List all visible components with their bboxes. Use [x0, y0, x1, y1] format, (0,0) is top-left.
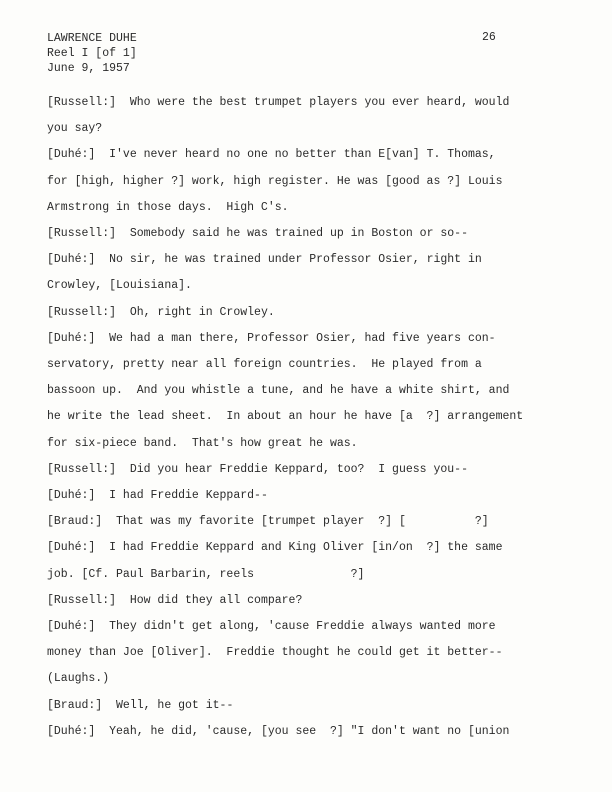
transcript-paragraph — [47, 535, 567, 587]
speaker-label: [Duhé:] — [47, 331, 96, 345]
transcript-line — [47, 509, 567, 535]
reel-info: Reel I [of 1] — [47, 47, 137, 60]
speech-text: job. [Cf. Paul Barbarin, reels ?] — [47, 567, 365, 581]
transcript-paragraph — [47, 142, 567, 221]
speech-text: Who were the best trumpet players you ever heard, would — [116, 96, 510, 109]
speech-text: he write the lead sheet. In about an hour he have [a ?] arrangement — [47, 410, 524, 424]
transcript-line — [47, 378, 567, 404]
speech-text: We had a man there, Professor Osier, had five years con- — [95, 331, 496, 345]
speaker-label: [Russell:] — [47, 462, 117, 476]
page-number: 26 — [482, 31, 496, 44]
speaker-label: [Russell:] — [47, 96, 117, 109]
speech-text: How did they all compare? — [116, 593, 303, 607]
transcript-paragraph — [47, 457, 567, 483]
transcript-body — [47, 90, 567, 745]
transcript-paragraph — [47, 693, 567, 719]
speech-text: money than Joe [Oliver]. Freddie thought he could get it better-- — [47, 646, 503, 660]
speech-text: They didn't get along, 'cause Freddie always wanted more — [95, 620, 496, 634]
speech-text: Armstrong in those days. High C's. — [47, 200, 289, 214]
transcript-line — [47, 614, 567, 640]
speech-text: servatory, pretty near all foreign countries. He played from a — [47, 358, 482, 372]
speaker-label: [Duhé:] — [47, 253, 96, 267]
transcript-paragraph — [47, 719, 567, 745]
speech-text: Did you hear Freddie Keppard, too? I guess you-- — [116, 462, 468, 476]
document-header — [47, 31, 137, 76]
transcript-line — [47, 640, 567, 666]
transcript-line — [47, 719, 567, 745]
speaker-label: [Duhé:] — [47, 620, 96, 634]
transcript-paragraph — [47, 326, 567, 457]
transcript-line — [47, 535, 567, 561]
transcript-paragraph — [47, 300, 567, 326]
speech-text: (Laughs.) — [47, 672, 110, 686]
transcript-line — [47, 273, 567, 299]
transcript-line — [47, 247, 567, 273]
speech-text: I had Freddie Keppard and King Oliver [in/on ?] the same — [95, 541, 503, 555]
transcript-line — [47, 588, 567, 614]
transcript-paragraph — [47, 247, 567, 299]
interview-date: June 9, 1957 — [47, 62, 130, 75]
speaker-label: [Braud:] — [47, 515, 103, 529]
transcript-line — [47, 457, 567, 483]
speech-text: Crowley, [Louisiana]. — [47, 279, 192, 293]
transcript-paragraph — [47, 588, 567, 614]
speech-text: Well, he got it-- — [102, 698, 234, 712]
speech-text: Yeah, he did, 'cause, [you see ?] "I don't want no [union — [95, 724, 510, 738]
speaker-label: [Duhé:] — [47, 148, 96, 162]
speech-text: I've never heard no one no better than E[van] T. Thomas, — [95, 148, 496, 162]
speaker-label: [Russell:] — [47, 593, 117, 607]
interviewee-name: LAWRENCE DUHE — [47, 32, 137, 45]
transcript-line — [47, 483, 567, 509]
speech-text: you say? — [47, 122, 103, 136]
transcript-line — [47, 666, 567, 692]
speaker-label: [Duhé:] — [47, 489, 96, 503]
speech-text: Oh, right in Crowley. — [116, 305, 275, 319]
transcript-paragraph — [47, 90, 567, 142]
transcript-line — [47, 90, 567, 116]
transcript-line — [47, 352, 567, 378]
speaker-label: [Braud:] — [47, 698, 103, 712]
transcript-line — [47, 431, 567, 457]
speech-text: bassoon up. And you whistle a tune, and he have a white shirt, and — [47, 384, 510, 398]
speaker-label: [Russell:] — [47, 305, 117, 319]
speech-text: for six-piece band. That's how great he was. — [47, 436, 358, 450]
speaker-label: [Russell:] — [47, 227, 117, 241]
speech-text: for [high, higher ?] work, high register. He was [good as ?] Louis — [47, 174, 503, 188]
transcript-paragraph — [47, 509, 567, 535]
speaker-label: [Duhé:] — [47, 724, 96, 738]
transcript-paragraph — [47, 614, 567, 693]
transcript-paragraph — [47, 483, 567, 509]
speech-text: No sir, he was trained under Professor Osier, right in — [95, 253, 482, 267]
transcript-line — [47, 562, 567, 588]
transcript-line — [47, 142, 567, 168]
transcript-line — [47, 693, 567, 719]
speech-text: That was my favorite [trumpet player ?] [ ?] — [102, 515, 489, 529]
transcript-line — [47, 169, 567, 195]
transcript-line — [47, 300, 567, 326]
transcript-line — [47, 221, 567, 247]
speech-text: I had Freddie Keppard-- — [95, 489, 268, 503]
transcript-line — [47, 116, 567, 142]
transcript-line — [47, 404, 567, 430]
transcript-line — [47, 195, 567, 221]
transcript-paragraph — [47, 221, 567, 247]
transcript-line — [47, 326, 567, 352]
speech-text: Somebody said he was trained up in Boston or so-- — [116, 227, 468, 241]
speaker-label: [Duhé:] — [47, 541, 96, 555]
